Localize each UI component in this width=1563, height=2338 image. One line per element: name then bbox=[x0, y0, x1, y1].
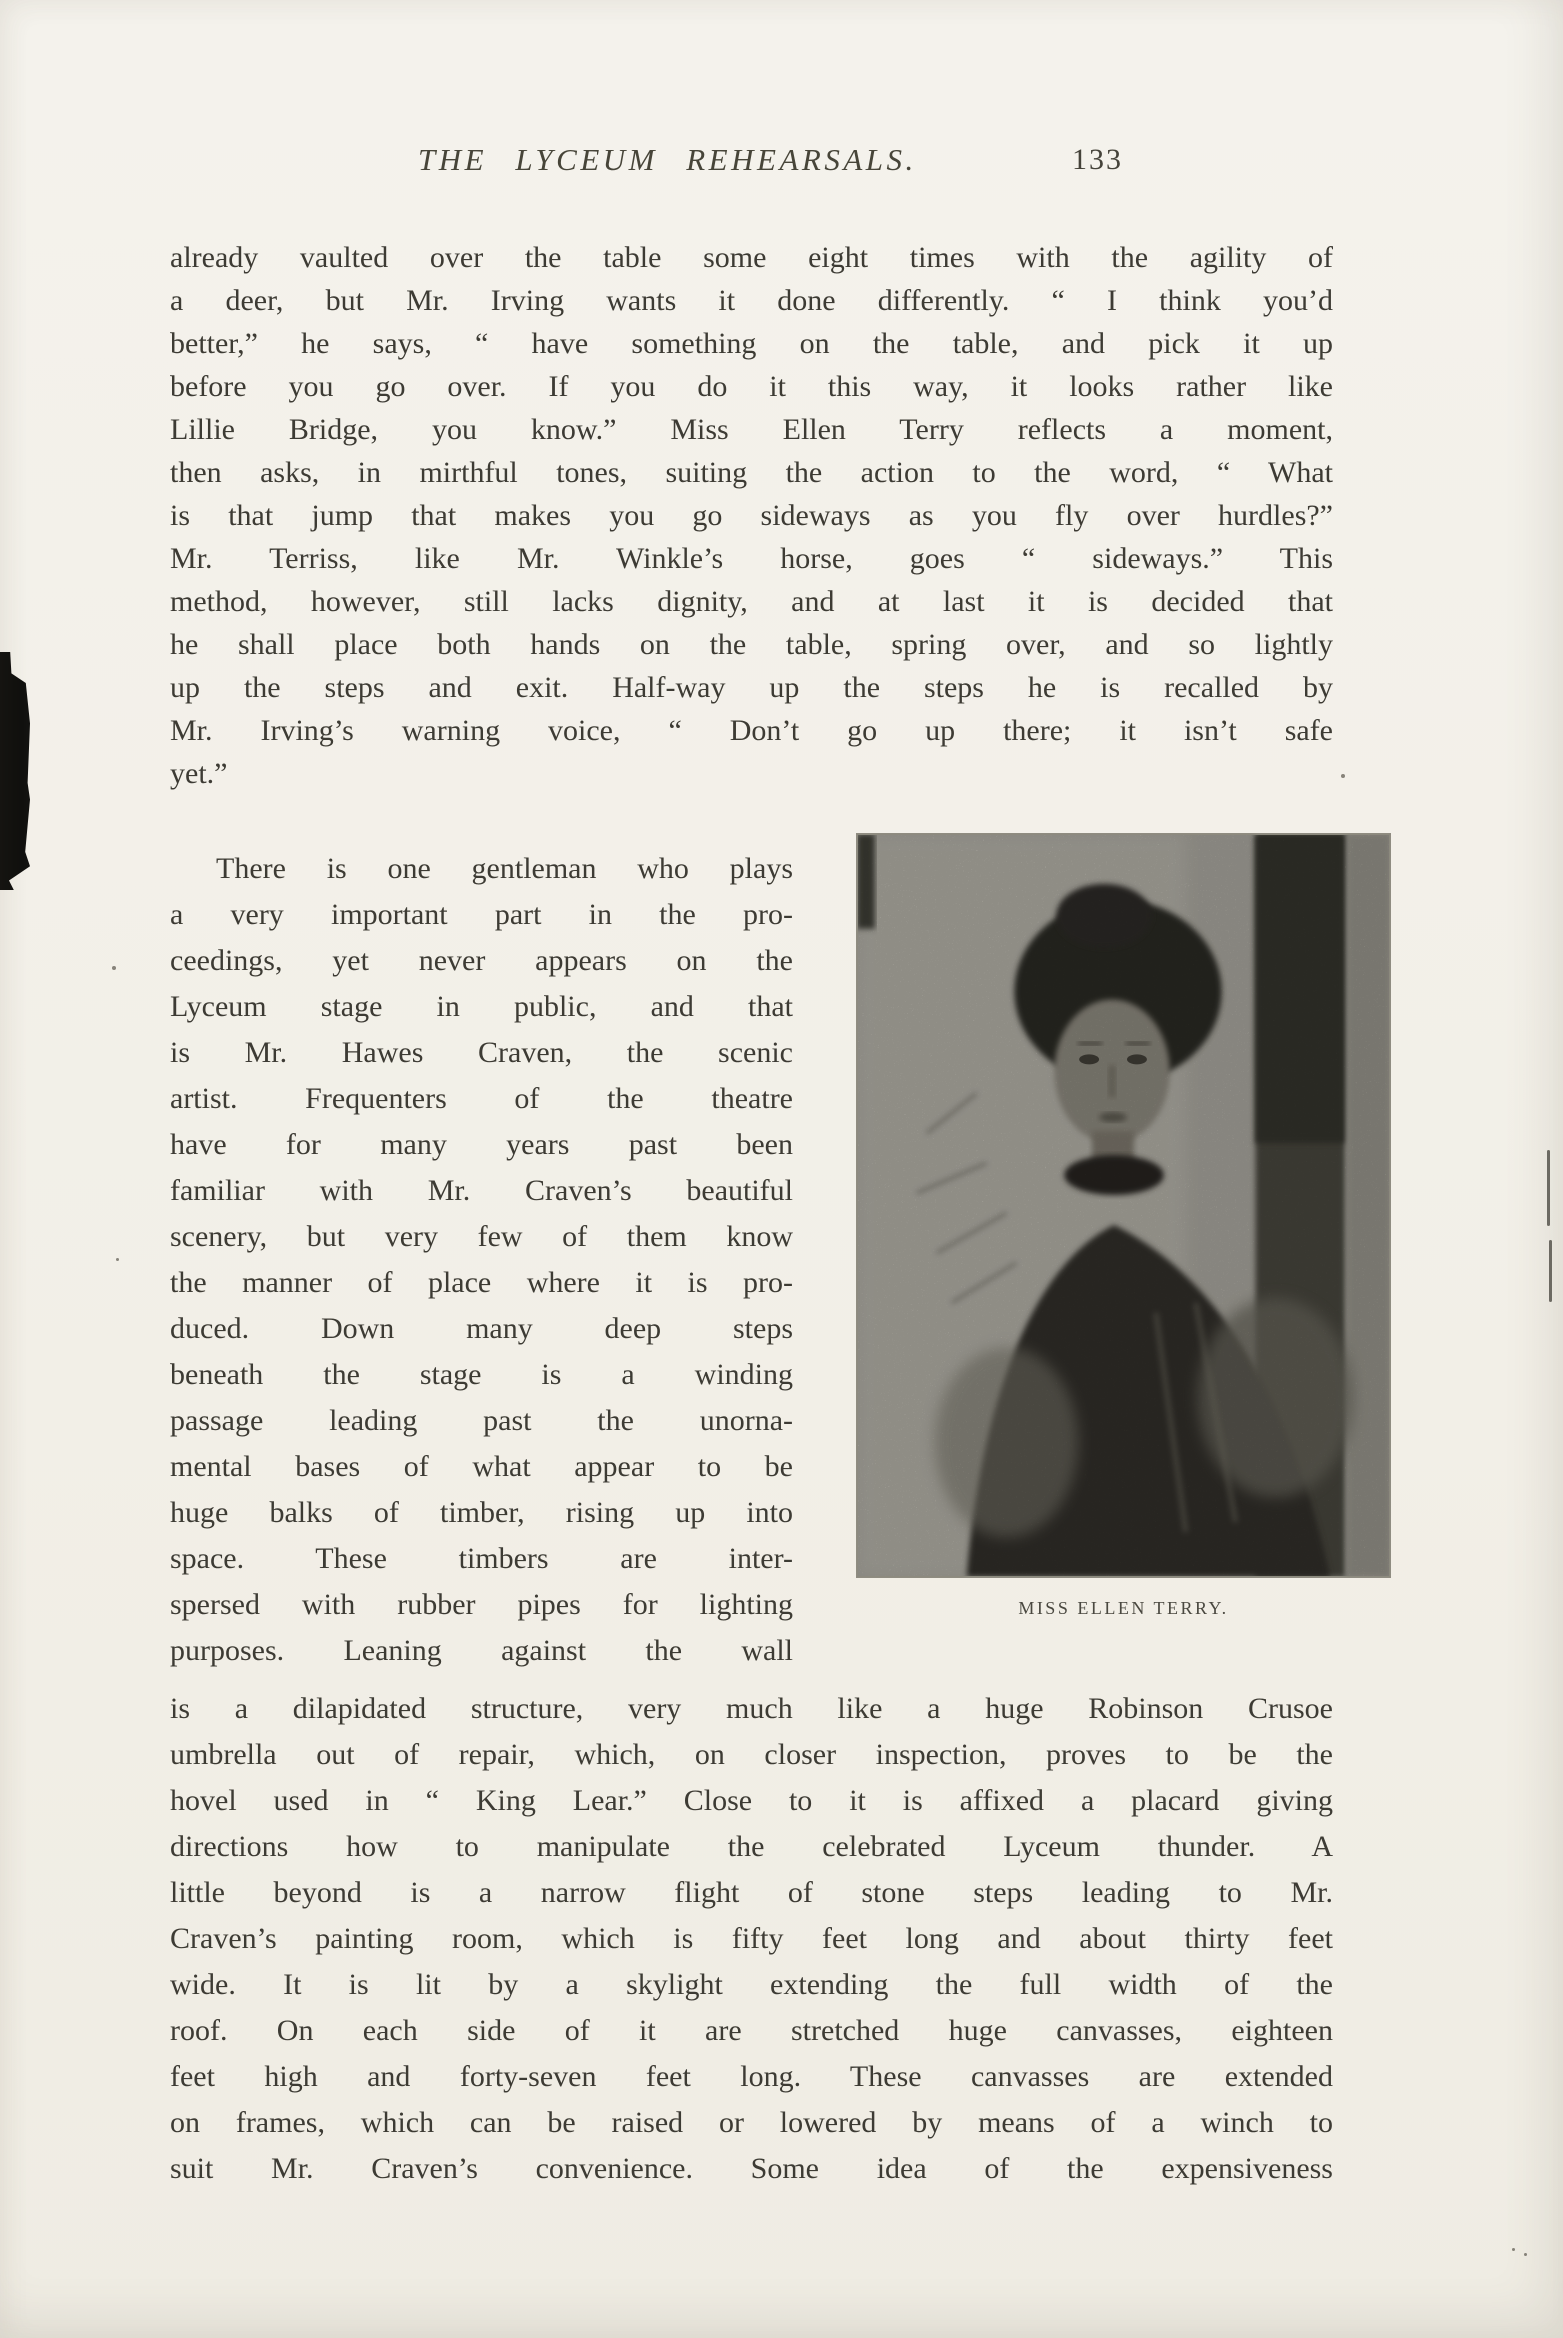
text-line: scenery, but very few of them know bbox=[170, 1220, 793, 1253]
text-line: duced. Down many deep steps bbox=[170, 1312, 793, 1345]
text-line: a deer, but Mr. Irving wants it done differently. “ I think you’d bbox=[170, 284, 1333, 317]
text-line: familiar with Mr. Craven’s beautiful bbox=[170, 1174, 793, 1207]
text-line: beneath the stage is a winding bbox=[170, 1358, 793, 1391]
text-line: Mr. Irving’s warning voice, “ Don’t go up there; it isn’t safe bbox=[170, 714, 1333, 747]
scan-speck bbox=[1524, 2253, 1527, 2256]
scan-speck bbox=[1512, 2248, 1515, 2251]
paragraph-2-left-column bbox=[170, 846, 793, 1674]
text-line: Mr. Terriss, like Mr. Winkle’s horse, goes “ sideways.” This bbox=[170, 542, 1333, 575]
text-line: method, however, still lacks dignity, and at last it is decided that bbox=[170, 585, 1333, 618]
text-line: Lyceum stage in public, and that bbox=[170, 990, 793, 1023]
page-number: 133 bbox=[1072, 143, 1123, 176]
text-line: hovel used in “ King Lear.” Close to it is affixed a placard giving bbox=[170, 1784, 1333, 1817]
text-line: he shall place both hands on the table, spring over, and so lightly bbox=[170, 628, 1333, 661]
text-line: on frames, which can be raised or lowered by means of a winch to bbox=[170, 2106, 1333, 2139]
text-line: suit Mr. Craven’s convenience. Some idea of the expensiveness bbox=[170, 2152, 1333, 2185]
scan-speck bbox=[112, 966, 116, 970]
paragraph-1 bbox=[170, 236, 1333, 795]
text-line: Lillie Bridge, you know.” Miss Ellen Terry reflects a moment, bbox=[170, 413, 1333, 446]
halftone-portrait-graphic bbox=[857, 834, 1390, 1577]
text-line: umbrella out of repair, which, on closer inspection, proves to be the bbox=[170, 1738, 1333, 1771]
text-line: spersed with rubber pipes for lighting bbox=[170, 1588, 793, 1621]
scan-speck bbox=[1341, 774, 1345, 778]
text-line: artist. Frequenters of the theatre bbox=[170, 1082, 793, 1115]
text-line: wide. It is lit by a skylight extending the full width of the bbox=[170, 1968, 1333, 2001]
right-margin-mark bbox=[1547, 1150, 1550, 1226]
photo-caption: MISS ELLEN TERRY. bbox=[1018, 1598, 1229, 1618]
text-line: is that jump that makes you go sideways as you fly over hurdles?” bbox=[170, 499, 1333, 532]
text-line: little beyond is a narrow flight of stone steps leading to Mr. bbox=[170, 1876, 1333, 1909]
text-line: feet high and forty-seven feet long. These canvasses are extended bbox=[170, 2060, 1333, 2093]
ellen-terry-portrait-image bbox=[856, 833, 1391, 1578]
page-header-title: THE LYCEUM REHEARSALS. bbox=[418, 142, 917, 177]
text-line: then asks, in mirthful tones, suiting the action to the word, “ What bbox=[170, 456, 1333, 489]
text-line: up the steps and exit. Half-way up the steps he is recalled by bbox=[170, 671, 1333, 704]
text-line: purposes. Leaning against the wall bbox=[170, 1634, 793, 1667]
text-line: the manner of place where it is pro- bbox=[170, 1266, 793, 1299]
text-line: is a dilapidated structure, very much like a huge Robinson Crusoe bbox=[170, 1692, 1333, 1725]
text-line: have for many years past been bbox=[170, 1128, 793, 1161]
scan-speck bbox=[116, 1258, 119, 1261]
text-line: passage leading past the unorna- bbox=[170, 1404, 793, 1437]
text-line: roof. On each side of it are stretched huge canvasses, eighteen bbox=[170, 2014, 1333, 2047]
text-line: ceedings, yet never appears on the bbox=[170, 944, 793, 977]
text-line: a very important part in the pro- bbox=[170, 898, 793, 931]
running-header bbox=[170, 142, 1335, 186]
text-line: mental bases of what appear to be bbox=[170, 1450, 793, 1483]
text-line: already vaulted over the table some eight times with the agility of bbox=[170, 241, 1333, 274]
text-line: is Mr. Hawes Craven, the scenic bbox=[170, 1036, 793, 1069]
text-line: before you go over. If you do it this way, it looks rather like bbox=[170, 370, 1333, 403]
text-line: yet.” bbox=[170, 757, 228, 790]
right-margin-mark bbox=[1549, 1240, 1552, 1302]
text-line: better,” he says, “ have something on the table, and pick it up bbox=[170, 327, 1333, 360]
ink-stain-left-margin bbox=[0, 652, 30, 890]
text-line: There is one gentleman who plays bbox=[216, 852, 793, 885]
text-line: directions how to manipulate the celebrated Lyceum thunder. A bbox=[170, 1830, 1333, 1863]
text-line: space. These timbers are inter- bbox=[170, 1542, 793, 1575]
paragraph-3 bbox=[170, 1686, 1333, 2192]
text-line: huge balks of timber, rising up into bbox=[170, 1496, 793, 1529]
text-line: Craven’s painting room, which is fifty feet long and about thirty feet bbox=[170, 1922, 1333, 1955]
